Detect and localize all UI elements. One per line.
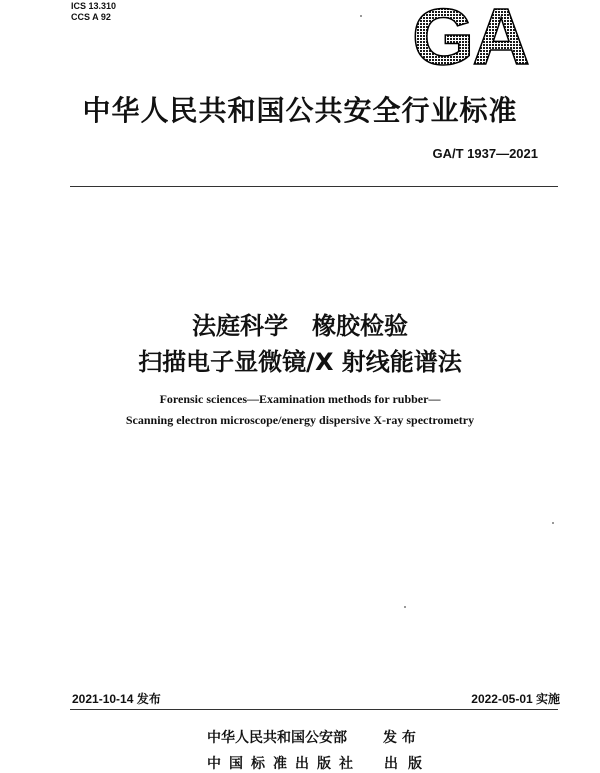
title-en-line1: Forensic sciences—Examination methods for rubber— xyxy=(159,392,441,406)
title-cn-line2: 扫描电子显微镜/X 射线能谱法 xyxy=(138,348,462,376)
scan-speck xyxy=(552,522,554,524)
publisher-action: 出版 xyxy=(384,756,432,772)
issuer-action: 发 布 xyxy=(383,730,416,746)
ga-logo xyxy=(405,2,535,68)
classification-codes xyxy=(71,1,116,23)
organization-title: 中华人民共和国公共安全行业标准 xyxy=(82,94,518,127)
title-cn-line1: 法庭科学 橡胶检验 xyxy=(192,312,408,340)
scan-speck xyxy=(404,606,406,608)
scan-speck xyxy=(360,15,362,17)
issuer-name: 中华人民共和国公安部 xyxy=(207,730,347,746)
footer-divider xyxy=(70,709,558,710)
header-divider xyxy=(70,186,558,187)
ga-logo-graphic xyxy=(405,2,535,68)
ccs-code: CCS A 92 xyxy=(71,12,111,22)
implementation-date: 2022-05-01 实施 xyxy=(471,692,560,706)
ga-logo-letters: GA xyxy=(412,2,528,68)
publisher-name: 中国标准出版社 xyxy=(207,756,361,772)
ics-code: ICS 13.310 xyxy=(71,1,117,11)
standard-number: GA/T 1937—2021 xyxy=(432,146,538,161)
title-en-line2: Scanning electron microscope/energy dispersive X-ray spectrometry xyxy=(125,413,475,427)
release-date: 2021-10-14 发布 xyxy=(72,692,161,706)
